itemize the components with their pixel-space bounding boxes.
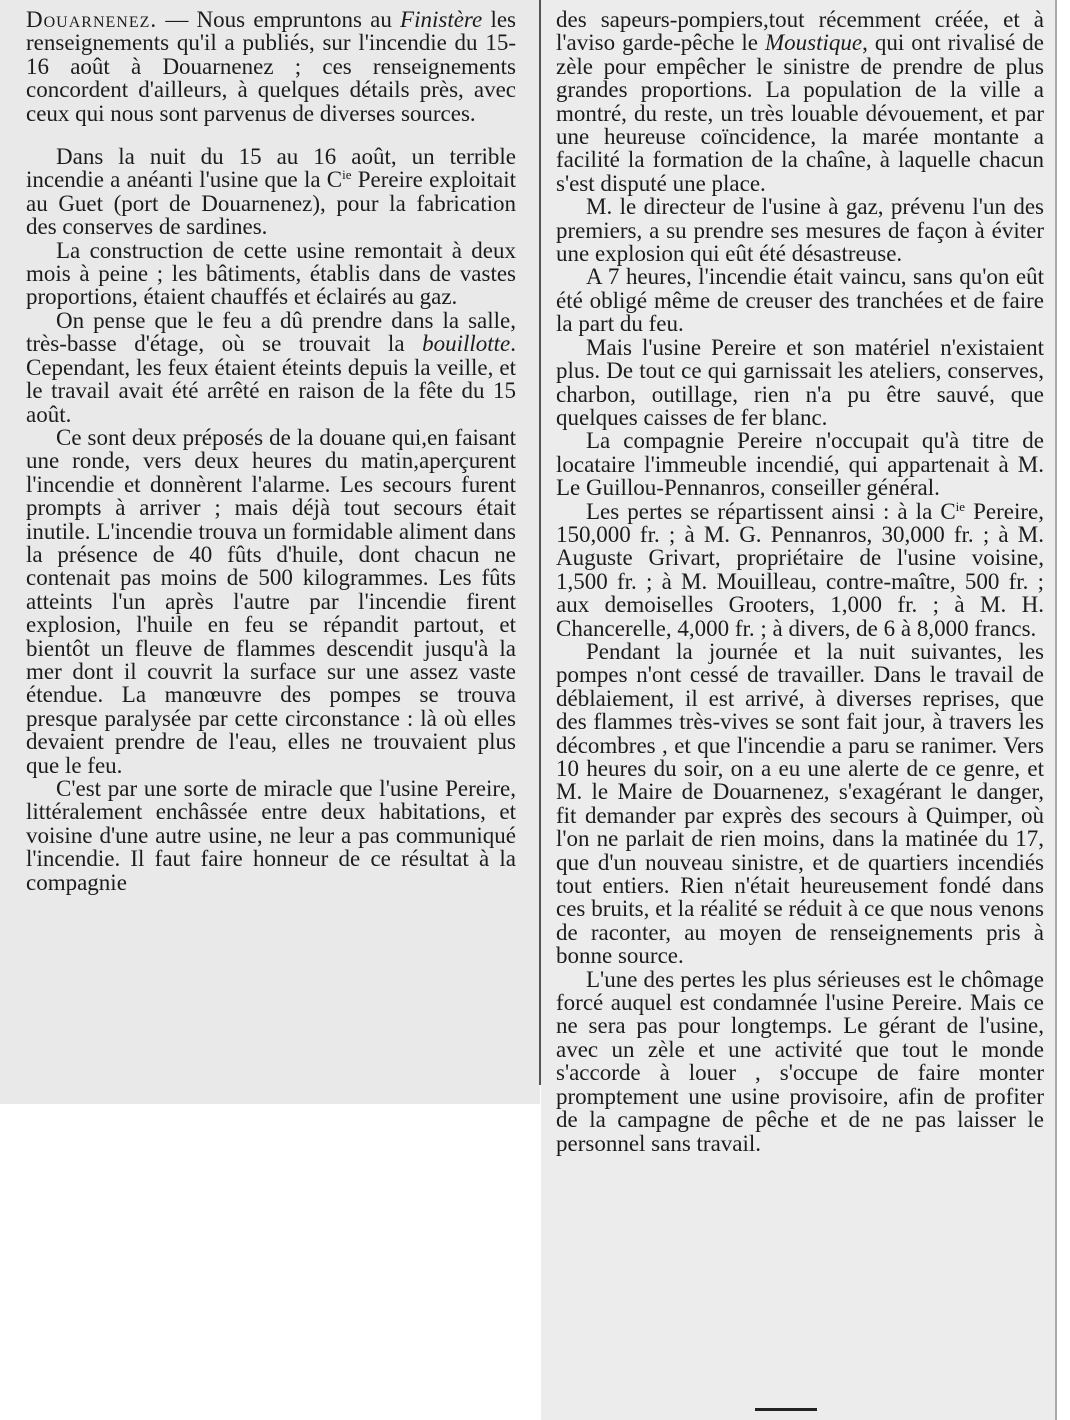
paragraph-fire-night [26, 145, 516, 239]
text-segment: Dans la nuit du 15 au 16 août, un terrible incendie a anéanti l'usine que la C [26, 144, 516, 193]
column-separator-rule [539, 0, 541, 1085]
journal-name: Finistère [400, 7, 483, 32]
paragraph-miracle: C'est par une sorte de miracle que l'usine Pereire, littéralement enchâssée entre deux habitations, et voisine d'une autre usine, ne leur a pas communiqué l'incendie. Il faut faire honneur de ce résultat à la compagnie [26, 776, 516, 895]
text-segment: On pense que le feu a dû prendre dans la salle, très-basse d'étage, où se trouvait la [26, 307, 516, 357]
place-heading: Douarnenez. [26, 7, 158, 32]
paragraph-gas-director: M. le directeur de l'usine à gaz, prévenu l'un des premiers, a su prendre ses mesures de façon à éviter une explosion qui eût été désastreuse. [556, 194, 1044, 267]
article-end-rule [755, 1408, 817, 1411]
text-segment: les renseignements qu'il a publiés, sur l'incendie du 15-16 août à Douarnenez ; ces renseignements concordent d'ailleurs, à quelques détails près, avec ceux qui nous sont parvenus de diverses sources. [26, 7, 516, 126]
text-segment: . Cependant, les feux étaient éteints depuis la veille, et le travail avait été arrêté en raison de la fête du 15 août. [26, 331, 516, 427]
right-column [556, 8, 1044, 1155]
right-edge-line [1055, 0, 1057, 1420]
text-segment: — Nous empruntons au [157, 7, 401, 32]
ship-name: Moustique [765, 30, 863, 56]
paragraph-alarm: Ce sont deux préposés de la douane qui,en faisant une ronde, vers deux heures du matin,aperçurent l'incendie et donnèrent l'alarme. Les secours furent prompts à arriver ; mais déjà tout secours était inutile. L'incendie trouva un formidable aliment dans la présence de 40 fûts d'huile, dont chacun ne contenait pas moins de 500 kilogrammes. Les fûts atteints l'un après l'autre par l'incendie firent explosion, l'huile en feu se répandit partout, et bientôt un fleuve de flammes descendit jusqu'à la mer dont il couvrit la surface sur une assez vaste étendue. La manœuvre des pompes se trouva presque paralysée par cette circonstance : là où elles devaient prendre de l'eau, elles ne trouvaient plus que le feu. [26, 424, 516, 778]
paragraph-destroyed: Mais l'usine Pereire et son matériel n'existaient plus. De tout ce qui garnissait les ateliers, conserves, charbon, outillage, rien n'a pu être sauvé, que quelques caisses de fer blanc. [556, 334, 1044, 430]
paragraph-vanquished: A 7 heures, l'incendie était vaincu, sans qu'on eût été obligé même de creuser des tranchées et de faire la part du feu. [556, 264, 1044, 337]
paragraph-intro [26, 8, 516, 125]
text-segment: des sapeurs-pompiers,tout récemment créée, et à l'aviso garde-pêche le [556, 7, 1044, 56]
paragraph-tenant: La compagnie Pereire n'occupait qu'à titre de locataire l'immeuble incendié, qui appartenait à M. Le Guillou-Pennanros, conseiller général. [556, 428, 1044, 501]
superscript-abbrev: ie [955, 498, 966, 514]
paragraph-construction: La construction de cette usine remontait à deux mois à peine ; les bâtiments, établis dans de vastes proportions, étaient chauffés et éclairés au gaz. [26, 237, 516, 310]
superscript-abbrev: ie [342, 167, 352, 183]
text-segment: Les pertes se répartissent ainsi : à la C [586, 498, 956, 524]
paragraph-firefighters [556, 8, 1044, 195]
text-segment: Pereire, 150,000 fr. ; à M. G. Pennanros, 30,000 fr. ; à M. Auguste Grivart, propriétaire de l'usine voisine, 1,500 fr. ; à M. Mouilleau, contre-maître, 500 fr. ; aux demoiselles Grooters, 1,000 fr. ; à M. H. Chancerelle, 4,000 fr. ; à divers, de 6 à 8,000 francs. [556, 498, 1044, 641]
text-segment: Pereire exploitait au Guet (port de Douarnenez), pour la fabrication des conserves de sardines. [26, 167, 516, 240]
paragraph-following-night: Pendant la journée et la nuit suivantes, les pompes n'ont cessé de travailler. Dans le travail de déblaiement, il est arrivé, à diverses reprises, que des flammes très-vives se sont fait jour, à travers les décombres , et que l'incendie a paru se ranimer. Vers 10 heures du soir, on a eu une alerte de ce genre, et M. le Maire de Douarnenez, s'exagérant le danger, fit demander par exprès des secours à Quimper, où l'on ne parlait de rien moins, dans la matinée du 17, que d'un nouveau sinistre, et de quartiers incendiés tout entiers. Rien n'était heureusement fondé dans ces bruits, et la réalité se réduit à ce que nous venons de raconter, au moyen de renseignements pris à bonne source. [556, 638, 1044, 969]
paragraph-losses [556, 500, 1044, 640]
paragraph-origin [26, 309, 516, 426]
paragraph-unemployment: L'une des pertes les plus sérieuses est le chômage forcé auquel est condamnée l'usine Pereire. Mais ce ne sera pas pour longtemps. Le gérant de l'usine, avec un zèle et une activité que tout le monde s'accorde à louer , s'occupe de faire monter promptement une usine provisoire, afin de profiter de la campagne de pêche et de ne pas laisser le personnel sans travail. [556, 966, 1044, 1156]
text-segment: , qui ont rivalisé de zèle pour empêcher le sinistre de prendre de plus grandes proportions. La population de la ville a montré, du reste, un très louable dévouement, et par une heureuse coïncidence, la marée montante a facilité la formation de la chaîne, à laquelle chacun s'est disputé une place. [556, 30, 1045, 196]
left-column [26, 8, 516, 894]
italic-term: bouillotte [422, 331, 511, 357]
